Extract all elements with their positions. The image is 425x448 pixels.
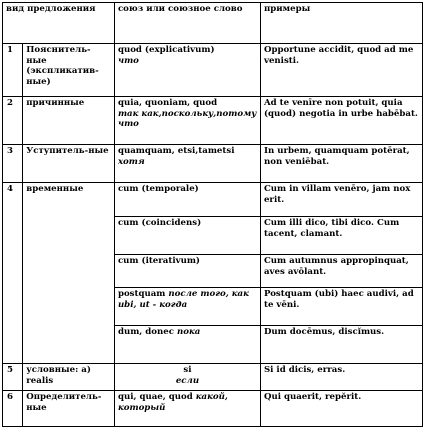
- clause-type: Определитель-ные: [23, 391, 115, 427]
- example: Cum autumnus appropinquat, aves avōlant.: [260, 255, 422, 288]
- conjunction-translation: после того, как ubi, ut - когда: [117, 289, 249, 310]
- conjunction-cell: [114, 288, 260, 326]
- row-number: 6: [3, 391, 23, 427]
- document-page: [2, 2, 423, 427]
- example: Opportune accidit, quod ad me venisti.: [260, 44, 422, 97]
- row-number: 1: [3, 44, 23, 97]
- conjunction-translation: пока: [176, 327, 201, 337]
- grammar-table: [2, 2, 423, 427]
- example: Dum docēmus, discĭmus.: [260, 326, 422, 364]
- conjunction: dum, donec: [117, 327, 174, 337]
- table-row: [3, 364, 423, 391]
- row-number: 2: [3, 97, 23, 145]
- row-number: 5: [3, 364, 23, 391]
- conjunction: quod (explicativum): [117, 45, 215, 55]
- conjunction: si: [183, 365, 192, 375]
- conjunction-translation: так как,поскольку,потому что: [117, 108, 257, 130]
- table-row: [3, 97, 423, 145]
- header-type: [3, 3, 115, 44]
- clause-type: причинные: [23, 97, 115, 145]
- example: Qui quaerit, repĕrit.: [260, 391, 422, 427]
- header-conj-label: союз или союзное слово: [117, 4, 243, 14]
- conjunction-cell: [114, 183, 260, 217]
- conjunction-cell: [114, 44, 260, 97]
- header-conj: [114, 3, 260, 44]
- conjunction: qui, quae, quod: [117, 392, 193, 402]
- example: Si id dicis, erras.: [260, 364, 422, 391]
- clause-type: Пояснитель-ные (экспликатив-ные): [23, 44, 115, 97]
- clause-type: Уступитель-ные: [23, 145, 115, 183]
- header-type-label: вид предложения: [6, 4, 96, 14]
- example: Cum in villam venēro, jam nox erit.: [260, 183, 422, 217]
- conjunction-translation: какой, который: [117, 392, 228, 413]
- example: In urbem, quamquam potērat, non veniēbat.: [260, 145, 422, 183]
- row-number: 3: [3, 145, 23, 183]
- conjunction-cell: [114, 145, 260, 183]
- table-row: [3, 183, 423, 217]
- clause-type: условные: а) realis: [23, 364, 115, 391]
- header-row: [3, 3, 423, 44]
- header-examples: [260, 3, 422, 44]
- conjunction-translation: если: [175, 375, 200, 386]
- row-number: 4: [3, 183, 23, 364]
- conjunction: cum (iterativum): [117, 256, 201, 266]
- table-row: [3, 44, 423, 97]
- conjunction-cell: [114, 97, 260, 145]
- conjunction-cell: [114, 326, 260, 364]
- clause-type: временные: [23, 183, 115, 364]
- table-row: [3, 391, 423, 427]
- conjunction: quia, quoniam, quod: [117, 98, 218, 108]
- conjunction-cell: [114, 217, 260, 255]
- example: Cum illi dico, tibi dico. Cum tacent, clamant.: [260, 217, 422, 255]
- conjunction-translation: что: [117, 55, 139, 66]
- conjunction-cell: [114, 391, 260, 427]
- conjunction: cum (coincidens): [117, 218, 202, 228]
- header-examples-label: примеры: [263, 4, 311, 14]
- conjunction-cell: [114, 255, 260, 288]
- conjunction: quamquam, etsi,tametsi: [117, 146, 235, 156]
- conjunction-cell: [114, 364, 260, 391]
- conjunction: postquam: [117, 289, 166, 299]
- example: Ad te venīre non potuit, quia (quod) negotia in urbe habēbat.: [260, 97, 422, 145]
- conjunction-translation: хотя: [117, 156, 145, 167]
- table-row: [3, 145, 423, 183]
- conjunction: cum (temporale): [117, 184, 199, 194]
- example: Postquam (ubi) haec audivi, ad te vēni.: [260, 288, 422, 326]
